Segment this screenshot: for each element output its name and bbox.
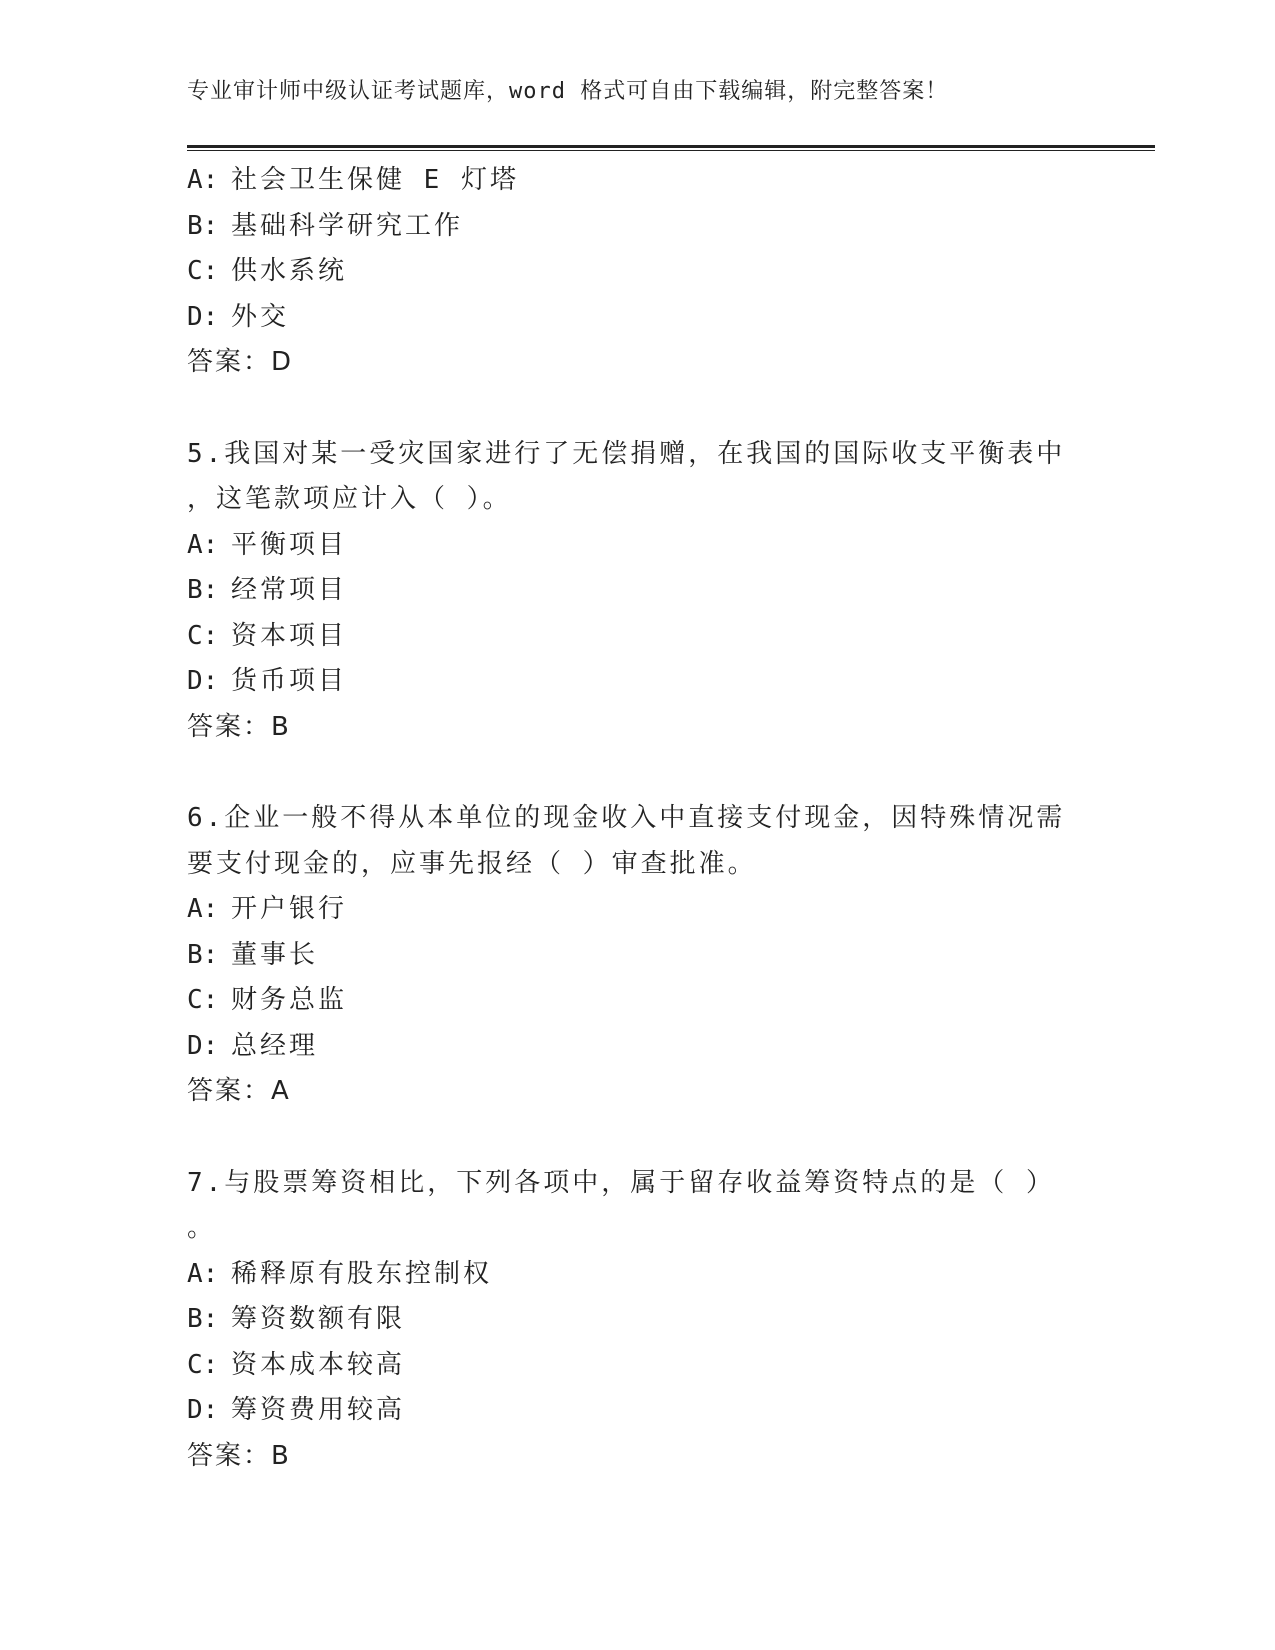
option-a xyxy=(187,523,1087,569)
option-b xyxy=(187,933,1087,979)
option-c xyxy=(187,978,1087,1024)
option-text: 稀释原有股东控制权 xyxy=(231,1258,493,1289)
question-block xyxy=(187,158,1087,386)
option-c xyxy=(187,249,1087,295)
option-text: 外交 xyxy=(231,301,290,332)
option-text: 开户银行 xyxy=(231,894,348,924)
option-text: 基础科学研究工作 xyxy=(231,210,464,241)
option-key: C: xyxy=(187,985,219,1015)
option-text: 董事长 xyxy=(231,939,319,970)
spacer xyxy=(187,750,1087,796)
option-key: B: xyxy=(187,210,219,241)
option-d xyxy=(187,1388,1087,1434)
option-key: C: xyxy=(187,620,219,651)
option-text: 平衡项目 xyxy=(231,529,348,560)
option-text: 资本项目 xyxy=(231,620,348,651)
question-text: 6.企业一般不得从本单位的现金收入中直接支付现金，因特殊情况需 xyxy=(187,803,1066,833)
option-b xyxy=(187,568,1087,614)
option-text: 筹资费用较高 xyxy=(231,1395,406,1425)
option-key: D: xyxy=(187,1030,219,1061)
option-key: A: xyxy=(187,529,219,560)
option-key: C: xyxy=(187,1349,219,1380)
option-key: B: xyxy=(187,575,219,605)
option-a xyxy=(187,158,1087,204)
option-d xyxy=(187,1024,1087,1070)
header-rule xyxy=(187,145,1155,151)
option-key: B: xyxy=(187,939,219,970)
answer: 答案：B xyxy=(187,1440,291,1471)
question-text: 5.我国对某一受灾国家进行了无偿捐赠，在我国的国际收支平衡表中 xyxy=(187,438,1066,469)
option-c xyxy=(187,1343,1087,1389)
option-text: 供水系统 xyxy=(231,256,348,286)
question-list xyxy=(187,158,1087,1479)
option-text: 经常项目 xyxy=(231,575,348,605)
question-text: 7.与股票筹资相比，下列各项中，属于留存收益筹资特点的是（ ） xyxy=(187,1167,1055,1198)
option-key: C: xyxy=(187,256,219,286)
option-text: 财务总监 xyxy=(231,985,348,1015)
option-key: D: xyxy=(187,1395,219,1425)
option-b xyxy=(187,204,1087,250)
option-a xyxy=(187,887,1087,933)
option-b xyxy=(187,1297,1087,1343)
question-block xyxy=(187,796,1087,1115)
option-d xyxy=(187,295,1087,341)
option-text: 货币项目 xyxy=(231,666,348,696)
option-key: A: xyxy=(187,165,219,195)
option-key: B: xyxy=(187,1304,219,1334)
option-text: 筹资数额有限 xyxy=(231,1304,406,1334)
question-text: 要支付现金的，应事先报经（ ）审查批准。 xyxy=(187,848,757,879)
option-d xyxy=(187,659,1087,705)
option-key: A: xyxy=(187,894,219,924)
option-key: A: xyxy=(187,1258,219,1289)
question-block xyxy=(187,432,1087,751)
option-text: 总经理 xyxy=(231,1030,319,1061)
spacer xyxy=(187,1115,1087,1161)
answer: 答案：B xyxy=(187,711,291,742)
answer: 答案：A xyxy=(187,1076,291,1106)
option-key: D: xyxy=(187,301,219,332)
option-c xyxy=(187,614,1087,660)
question-block xyxy=(187,1161,1087,1480)
option-text: 社会卫生保健 E 灯塔 xyxy=(231,165,519,195)
page-header: 专业审计师中级认证考试题库，word 格式可自由下载编辑，附完整答案！ xyxy=(187,79,949,104)
question-text: 。 xyxy=(187,1213,217,1243)
option-text: 资本成本较高 xyxy=(231,1349,406,1380)
question-text: ，这笔款项应计入（ ）。 xyxy=(187,484,512,514)
answer: 答案：D xyxy=(187,347,294,377)
option-a xyxy=(187,1252,1087,1298)
spacer xyxy=(187,386,1087,432)
option-key: D: xyxy=(187,666,219,696)
